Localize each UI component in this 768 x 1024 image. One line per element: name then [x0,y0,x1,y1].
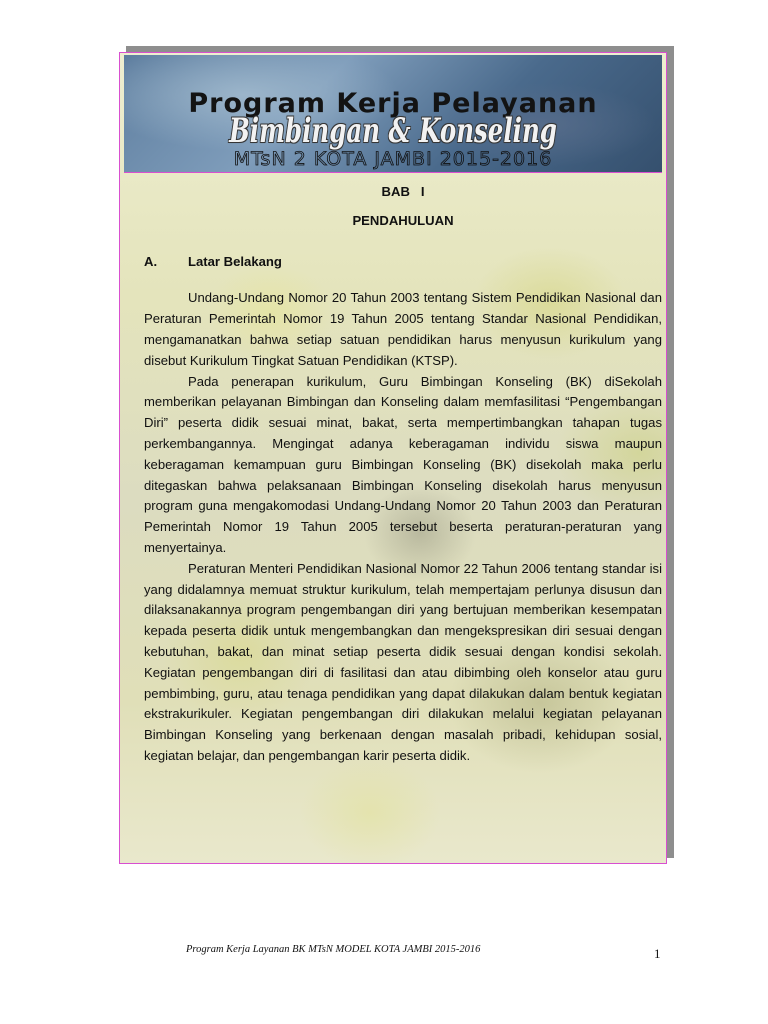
paragraph: Undang-Undang Nomor 20 Tahun 2003 tentang Sistem Pendidikan Nasional dan Peraturan Pemerintah Nomor 19 Tahun 2005 tentang Standar Nasional Pendidikan, mengamanatkan bahwa setiap satuan pendidikan harus menyusun kurikulum yang disebut Kurikulum Tingkat Satuan Pendidikan (KTSP). [144,290,662,368]
page-number: 1 [654,946,661,961]
banner-script-title: Bimbingan & Konseling [229,111,557,151]
chapter-title: PENDAHULUAN [352,212,454,228]
section-title: Latar Belakang [188,253,282,269]
footer-text: Program Kerja Layanan BK MTsN MODEL KOTA JAMBI 2015-2016 [186,944,481,955]
section-heading [144,252,662,273]
paragraph: Pada penerapan kurikulum, Guru Bimbingan Konseling (BK) diSekolah memberikan pelayanan Bimbingan dan Konseling dalam memfasilitasi “Pengembangan Diri” peserta didik sesuai minat, bakat, serta mempertimbangkan tahapan tugas perkembangannya. Mengingat adanya keberagaman individu siswa maupun keberagaman kemampuan guru Bimbingan Konseling (BK) disekolah maka perlu ditegaskan bahwa pelaksanaan Bimbingan Konseling disekolah harus menyusun program guna mengakomodasi Undang-Undang Nomor 20 Tahun 2003 dan Peraturan Pemerintah Nomor 19 Tahun 2005 tersebut beserta peraturan-peraturan yang menyertainya. [144,373,662,555]
header-banner [124,55,662,173]
document-body [144,180,662,767]
chapter-label: BAB I [381,184,425,199]
banner-subtitle: MTsN 2 KOTA JAMBI 2015-2016 [233,148,553,170]
paragraph: Peraturan Menteri Pendidikan Nasional Nomor 22 Tahun 2006 tentang standar isi yang didalamnya memuat struktur kurikulum, telah mempertajam perlunya disusun dan dilaksanakannya program pengembangan diri yang bertujuan memberikan kesempatan kepada peserta didik untuk mengembangkan dan mengekspresikan diri sesuai dengan kebutuhan, bakat, dan minat setiap peserta didik sesuai dengan kondisi sekolah. Kegiatan pengembangan diri di fasilitasi dan atau dibimbing oleh konselor atau guru pembimbing, guru, atau tenaga pendidikan yang dapat dilakukan dalam bentuk kegiatan ekstrakurikuler. Kegiatan pengembangan diri dilakukan melalui kegiatan pelayanan Bimbingan Konseling yang berkenaan dengan masalah pribadi, kehidupan sosial, kegiatan belajar, dan pengembangan karir peserta didik. [144,560,662,763]
banner-title: Program Kerja Pelayanan [188,88,598,119]
content-frame [119,52,667,864]
section-number: A. [144,253,158,269]
